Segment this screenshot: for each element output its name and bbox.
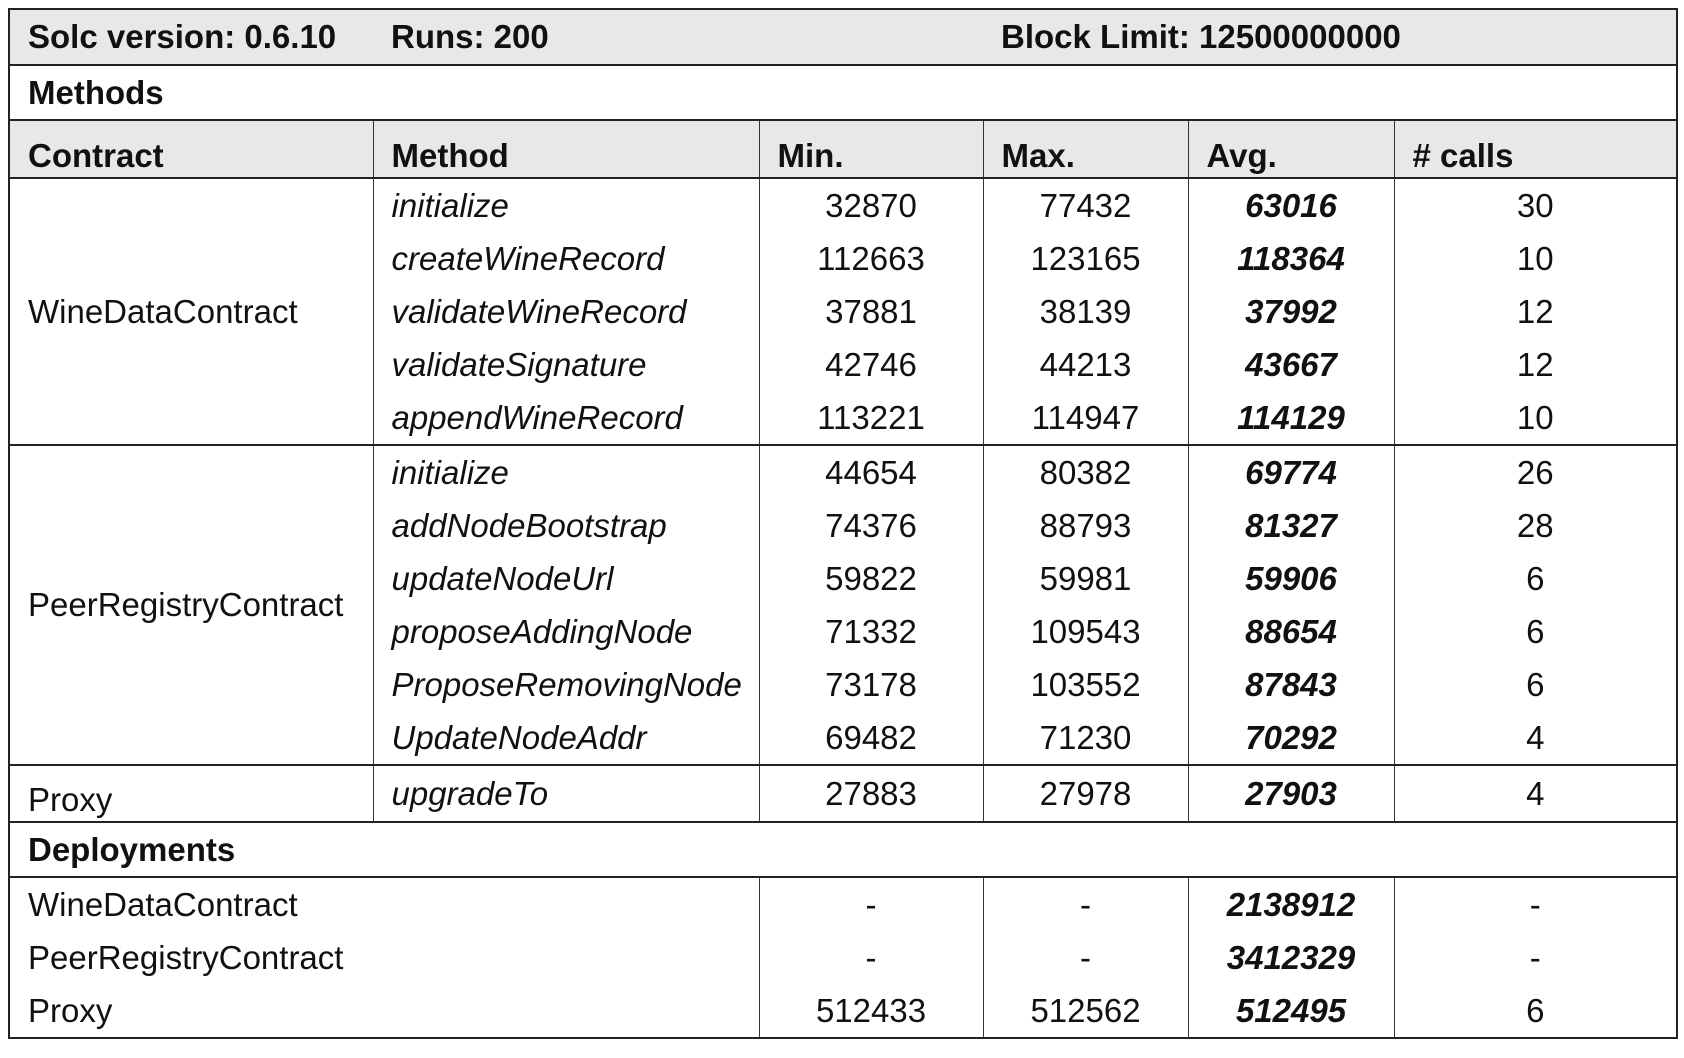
max-gas: 103552: [983, 658, 1188, 711]
report-header-row: [9, 9, 1677, 65]
avg-gas: 114129: [1188, 391, 1394, 445]
column-header-calls: # calls: [1394, 120, 1677, 178]
deployment-min: -: [759, 877, 983, 931]
call-count: 6: [1394, 658, 1677, 711]
deployment-avg: 2138912: [1188, 877, 1394, 931]
deployment-min: -: [759, 931, 983, 984]
deployment-row: [9, 877, 1677, 931]
deployment-row: [9, 984, 1677, 1038]
avg-gas: 37992: [1188, 285, 1394, 338]
min-gas: 71332: [759, 605, 983, 658]
call-count: 12: [1394, 285, 1677, 338]
block-limit: Block Limit: 12500000000: [983, 9, 1677, 65]
avg-gas: 69774: [1188, 445, 1394, 499]
deployment-max: 512562: [983, 984, 1188, 1038]
min-gas: 69482: [759, 711, 983, 765]
contract-name: WineDataContract: [9, 178, 373, 445]
method-name: upgradeTo: [373, 765, 759, 822]
deployment-contract-name: Proxy: [9, 984, 759, 1038]
method-name: validateSignature: [373, 338, 759, 391]
method-name: ProposeRemovingNode: [373, 658, 759, 711]
min-gas: 73178: [759, 658, 983, 711]
deployment-contract-name: WineDataContract: [28, 885, 298, 923]
method-name: initialize: [373, 445, 759, 499]
gas-report-table: [8, 8, 1678, 1039]
column-header-min: Min.: [759, 120, 983, 178]
min-gas: 112663: [759, 232, 983, 285]
deployment-calls: -: [1394, 931, 1677, 984]
table-row: [9, 445, 1677, 499]
call-count: 4: [1394, 765, 1677, 822]
table-row: [9, 178, 1677, 232]
call-count: 6: [1394, 605, 1677, 658]
deployment-avg: 512495: [1188, 984, 1394, 1038]
methods-section-row: [9, 65, 1677, 120]
deployment-max: -: [983, 877, 1188, 931]
avg-gas: 27903: [1188, 765, 1394, 822]
avg-gas: 59906: [1188, 552, 1394, 605]
column-header-row: [9, 120, 1677, 178]
deployment-min: 512433: [759, 984, 983, 1038]
avg-gas: 63016: [1188, 178, 1394, 232]
runs: Runs: 200: [373, 9, 983, 65]
call-count: 4: [1394, 711, 1677, 765]
avg-gas: 118364: [1188, 232, 1394, 285]
min-gas: 59822: [759, 552, 983, 605]
contract-name: PeerRegistryContract: [9, 445, 373, 765]
call-count: 28: [1394, 499, 1677, 552]
deployment-max: -: [983, 931, 1188, 984]
methods-section-title: Methods: [9, 65, 1677, 120]
deployment-calls: -: [1394, 877, 1677, 931]
max-gas: 80382: [983, 445, 1188, 499]
avg-gas: 81327: [1188, 499, 1394, 552]
min-gas: 113221: [759, 391, 983, 445]
avg-gas: 87843: [1188, 658, 1394, 711]
max-gas: 44213: [983, 338, 1188, 391]
deployment-calls: 6: [1394, 984, 1677, 1038]
solc-version: Solc version: 0.6.10: [9, 9, 373, 65]
max-gas: 88793: [983, 499, 1188, 552]
call-count: 26: [1394, 445, 1677, 499]
column-header-avg: Avg.: [1188, 120, 1394, 178]
column-header-method: Method: [373, 120, 759, 178]
method-name: initialize: [373, 178, 759, 232]
deployment-row: [9, 931, 1677, 984]
deployment-contract-name: PeerRegistryContract: [28, 938, 344, 976]
table-row: [9, 765, 1677, 822]
max-gas: 77432: [983, 178, 1188, 232]
call-count: 6: [1394, 552, 1677, 605]
deployments-section-title: Deployments: [9, 822, 1677, 877]
column-header-contract: Contract: [9, 120, 373, 178]
min-gas: 32870: [759, 178, 983, 232]
call-count: 12: [1394, 338, 1677, 391]
method-name: proposeAddingNode: [373, 605, 759, 658]
avg-gas: 88654: [1188, 605, 1394, 658]
column-header-max: Max.: [983, 120, 1188, 178]
max-gas: 109543: [983, 605, 1188, 658]
min-gas: 27883: [759, 765, 983, 822]
min-gas: 74376: [759, 499, 983, 552]
method-name: UpdateNodeAddr: [373, 711, 759, 765]
contract-name: Proxy: [9, 765, 373, 822]
min-gas: 37881: [759, 285, 983, 338]
deployments-section-row: [9, 822, 1677, 877]
max-gas: 27978: [983, 765, 1188, 822]
method-name: addNodeBootstrap: [373, 499, 759, 552]
call-count: 10: [1394, 232, 1677, 285]
avg-gas: 70292: [1188, 711, 1394, 765]
max-gas: 71230: [983, 711, 1188, 765]
avg-gas: 43667: [1188, 338, 1394, 391]
max-gas: 59981: [983, 552, 1188, 605]
min-gas: 44654: [759, 445, 983, 499]
gas-report: [8, 8, 1676, 1039]
min-gas: 42746: [759, 338, 983, 391]
method-name: validateWineRecord: [373, 285, 759, 338]
max-gas: 38139: [983, 285, 1188, 338]
deployment-avg: 3412329: [1188, 931, 1394, 984]
method-name: appendWineRecord: [373, 391, 759, 445]
call-count: 10: [1394, 391, 1677, 445]
max-gas: 114947: [983, 391, 1188, 445]
method-name: createWineRecord: [373, 232, 759, 285]
call-count: 30: [1394, 178, 1677, 232]
max-gas: 123165: [983, 232, 1188, 285]
method-name: updateNodeUrl: [373, 552, 759, 605]
